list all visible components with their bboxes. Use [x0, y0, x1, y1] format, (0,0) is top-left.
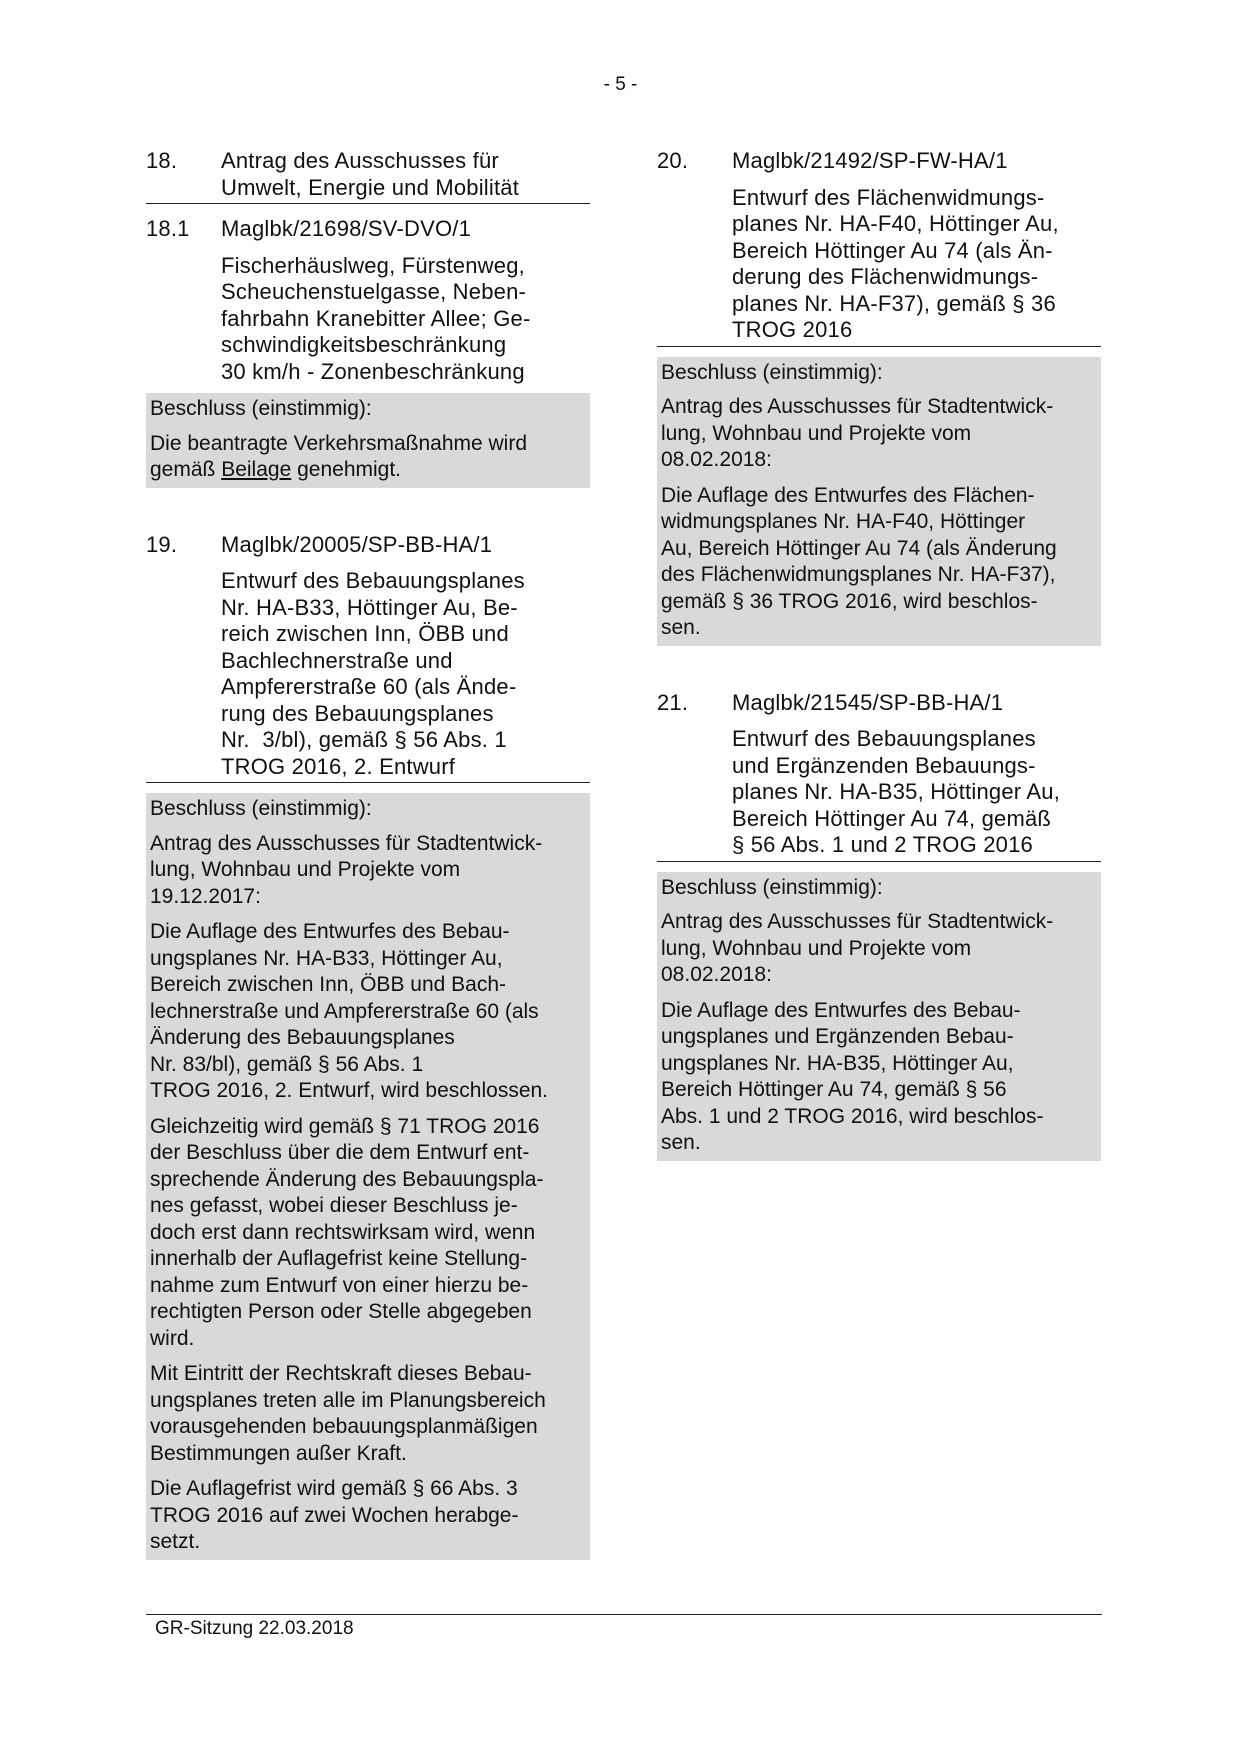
resolution-paragraph	[150, 1114, 586, 1353]
text-line: innerhalb der Auflagefrist keine Stellung-	[150, 1247, 528, 1270]
description-line: reich zwischen Inn, ÖBB und	[221, 621, 509, 646]
text-line: Au, Bereich Höttinger Au 74 (als Änderung	[661, 536, 1057, 560]
agenda-item-19	[146, 532, 590, 559]
divider	[146, 782, 590, 783]
item-number: 18.	[146, 148, 178, 173]
divider	[146, 203, 590, 204]
resolution-heading: Beschluss (einstimmig):	[150, 797, 372, 820]
resolution-box	[657, 357, 1101, 646]
text-line: ungsplanes Nr. HA-B35, Höttinger Au,	[661, 1051, 1014, 1075]
resolution-text-line: Die beantragte Verkehrsmaßnahme wird	[150, 431, 528, 455]
description-line: Nr. 3/bl), gemäß § 56 Abs. 1	[221, 727, 507, 752]
resolution-paragraph	[150, 1361, 586, 1467]
text-line: widmungsplanes Nr. HA-F40, Höttinger	[661, 510, 1026, 533]
description-line: planes Nr. HA-F37), gemäß § 36	[732, 290, 1056, 316]
text-line: setzt.	[150, 1530, 201, 1553]
resolution-paragraph	[661, 483, 1097, 642]
resolution-heading: Beschluss (einstimmig):	[150, 397, 372, 420]
item-title-line: Antrag des Ausschusses für	[221, 148, 499, 173]
divider	[657, 346, 1101, 347]
text-line: Bereich Höttinger Au 74, gemäß § 56	[661, 1078, 1007, 1101]
resolution-paragraph	[661, 394, 1097, 474]
footer-text: GR-Sitzung 22.03.2018	[155, 1618, 354, 1639]
text-line: Die Auflagefrist wird gemäß § 66 Abs. 3	[150, 1477, 518, 1500]
description-line: derung des Flächenwidmungs-	[732, 264, 1039, 289]
description-line: Bereich Höttinger Au 74 (als Än-	[732, 237, 1053, 263]
text-line: nes gefasst, wobei dieser Beschluss je-	[150, 1194, 518, 1217]
agenda-item-21	[657, 690, 1101, 717]
description-line: Bereich Höttinger Au 74, gemäß	[732, 805, 1052, 831]
text-line: gemäß § 36 TROG 2016, wird beschlos-	[661, 589, 1038, 613]
description-line: fahrbahn Kranebitter Allee; Ge-	[221, 305, 531, 331]
item-description	[732, 185, 1101, 344]
description-line: Nr. HA-B33, Höttinger Au, Be-	[221, 594, 518, 620]
text-line: ungsplanes treten alle im Planungsbereich	[150, 1388, 546, 1412]
text-line: sen.	[661, 616, 701, 639]
description-line: rung des Bebauungsplanes	[221, 700, 494, 726]
description-line: Scheuchenstuelgasse, Neben-	[221, 279, 527, 304]
resolution-text-line: gemäß	[150, 458, 222, 481]
agenda-item-20	[657, 148, 1101, 175]
text-line: vorausgehenden bebauungsplanmäßigen	[150, 1415, 538, 1438]
item-number: 18.1	[146, 216, 190, 241]
text-line: Mit Eintritt der Rechtskraft dieses Bebau-	[150, 1362, 532, 1385]
resolution-box	[146, 393, 590, 488]
description-line: Entwurf des Bebauungsplanes	[732, 726, 1036, 751]
resolution-box	[657, 872, 1101, 1161]
resolution-paragraph	[661, 998, 1097, 1157]
item-number: 19.	[146, 531, 178, 557]
agenda-item-18	[146, 148, 590, 201]
description-line: Entwurf des Flächenwidmungs-	[732, 184, 1045, 210]
resolution-heading: Beschluss (einstimmig):	[661, 875, 883, 899]
description-line: Ampfererstraße 60 (als Ände-	[221, 674, 517, 699]
resolution-paragraph	[661, 909, 1097, 989]
text-line: Gleichzeitig wird gemäß § 71 TROG 2016	[150, 1114, 540, 1138]
agenda-item-18-1	[146, 216, 590, 243]
text-line: Antrag des Ausschusses für Stadtentwick-	[661, 910, 1054, 933]
item-reference: Maglbk/21698/SV-DVO/1	[221, 216, 472, 241]
description-line: und Ergänzenden Bebauungs-	[732, 752, 1036, 778]
text-line: Abs. 1 und 2 TROG 2016, wird beschlos-	[661, 1104, 1044, 1128]
text-line: Bestimmungen außer Kraft.	[150, 1441, 407, 1465]
resolution-paragraph	[150, 919, 586, 1105]
text-line: doch erst dann rechtswirksam wird, wenn	[150, 1220, 536, 1244]
text-line: Nr. 83/bl), gemäß § 56 Abs. 1	[150, 1052, 424, 1076]
divider	[657, 861, 1101, 862]
text-line: ungsplanes Nr. HA-B33, Höttinger Au,	[150, 946, 503, 970]
text-line: 08.02.2018:	[661, 448, 772, 471]
resolution-box	[146, 793, 590, 1560]
description-line: § 56 Abs. 1 und 2 TROG 2016	[732, 832, 1033, 857]
text-line: Antrag des Ausschusses für Stadtentwick-	[150, 831, 543, 855]
text-line: 08.02.2018:	[661, 963, 772, 986]
text-line: sen.	[661, 1131, 701, 1154]
item-description	[221, 568, 590, 780]
description-line: schwindigkeitsbeschränkung	[221, 332, 507, 357]
text-line: Die Auflage des Entwurfes des Flächen-	[661, 483, 1035, 507]
text-line: lung, Wohnbau und Projekte vom	[661, 936, 972, 960]
resolution-text	[150, 431, 586, 484]
text-line: rechtigten Person oder Stelle abgegeben	[150, 1300, 532, 1323]
description-line: TROG 2016, 2. Entwurf	[221, 753, 456, 779]
text-line: lung, Wohnbau und Projekte vom	[661, 421, 972, 445]
text-line: ungsplanes und Ergänzenden Bebau-	[661, 1025, 1014, 1048]
description-line: planes Nr. HA-F40, Höttinger Au,	[732, 211, 1059, 236]
description-line: TROG 2016	[732, 317, 853, 342]
beilage-link[interactable]: Beilage	[221, 458, 292, 481]
item-reference: Maglbk/20005/SP-BB-HA/1	[221, 531, 493, 557]
description-line: 30 km/h - Zonenbeschränkung	[221, 358, 525, 384]
item-reference: Maglbk/21492/SP-FW-HA/1	[732, 148, 1008, 173]
item-description	[732, 726, 1101, 859]
text-line: nahme zum Entwurf von einer hierzu be-	[150, 1273, 529, 1297]
text-line: lechnerstraße und Ampfererstraße 60 (als	[150, 999, 539, 1023]
description-line: Bachlechnerstraße und	[221, 647, 453, 673]
footer-divider	[146, 1614, 1102, 1615]
page-number: - 5 -	[603, 74, 638, 95]
item-number: 20.	[657, 148, 689, 173]
resolution-text-line: genehmigt.	[291, 458, 402, 481]
text-line: der Beschluss über die dem Entwurf ent-	[150, 1141, 530, 1164]
description-line: Fischerhäuslweg, Fürstenweg,	[221, 252, 525, 278]
text-line: Änderung des Bebauungsplanes	[150, 1026, 455, 1049]
left-column	[146, 148, 590, 1560]
text-line: sprechende Änderung des Bebauungspla-	[150, 1167, 544, 1191]
text-line: Die Auflage des Entwurfes des Bebau-	[661, 998, 1021, 1022]
text-line: Die Auflage des Entwurfes des Bebau-	[150, 920, 510, 943]
text-line: Bereich zwischen Inn, ÖBB und Bach-	[150, 973, 507, 996]
description-line: Entwurf des Bebauungsplanes	[221, 568, 525, 593]
text-line: des Flächenwidmungsplanes Nr. HA-F37),	[661, 563, 1056, 586]
text-line: wird.	[150, 1326, 195, 1350]
text-line: Antrag des Ausschusses für Stadtentwick-	[661, 395, 1054, 418]
text-line: TROG 2016 auf zwei Wochen herabge-	[150, 1503, 519, 1527]
resolution-paragraph	[150, 1476, 586, 1556]
right-column	[657, 148, 1101, 1161]
text-line: lung, Wohnbau und Projekte vom	[150, 858, 461, 881]
item-description	[221, 253, 590, 386]
text-line: 19.12.2017:	[150, 884, 261, 908]
description-line: planes Nr. HA-B35, Höttinger Au,	[732, 779, 1061, 804]
resolution-paragraph	[150, 831, 586, 911]
item-reference: Maglbk/21545/SP-BB-HA/1	[732, 689, 1004, 715]
text-line: TROG 2016, 2. Entwurf, wird beschlossen.	[150, 1079, 549, 1102]
item-title-line: Umwelt, Energie und Mobilität	[221, 174, 520, 200]
item-number: 21.	[657, 689, 689, 715]
resolution-heading: Beschluss (einstimmig):	[661, 360, 883, 384]
